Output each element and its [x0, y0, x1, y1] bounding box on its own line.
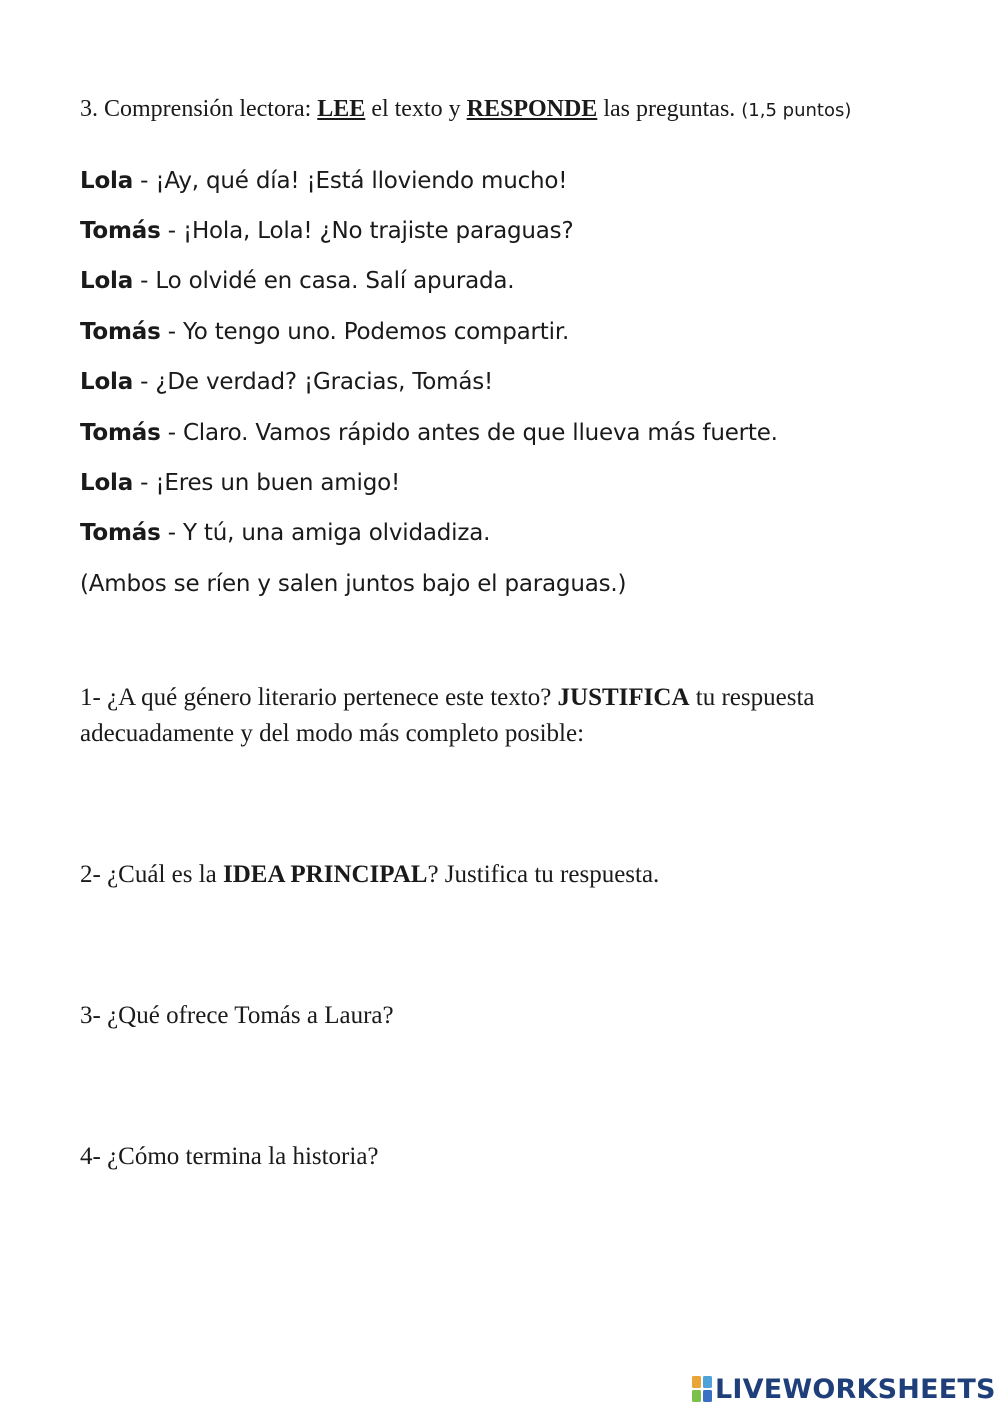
dialogue-text: - Lo olvidé en casa. Salí apurada. [133, 268, 515, 294]
dialogue-text: - Y tú, una amiga olvidadiza. [160, 520, 491, 546]
question-1-suffix: tu respuesta adecuadamente y del modo más completo posible: [80, 684, 815, 747]
heading-lee: LEE [317, 96, 366, 122]
question-3: 3- ¿Qué ofrece Tomás a Laura? [80, 1002, 394, 1029]
heading-points: (1,5 puntos) [741, 100, 852, 121]
question-2-suffix: ? Justifica tu respuesta. [427, 861, 660, 888]
dialogue-text: - Claro. Vamos rápido antes de que llueva más fuerte. [160, 420, 778, 446]
question-2 [80, 857, 900, 893]
speaker-name: Tomás [80, 218, 161, 244]
question-1-bold: JUSTIFICA [557, 684, 690, 711]
liveworksheets-logo-icon [692, 1376, 712, 1402]
dialogue-line [80, 369, 493, 395]
speaker-name: Tomás [80, 319, 161, 345]
speaker-name: Lola [80, 369, 134, 395]
dialogue-line [80, 268, 514, 294]
question-2-bold: IDEA PRINCIPAL [223, 861, 428, 888]
question-1 [80, 680, 900, 752]
dialogue-text: - ¡Ay, qué día! ¡Está lloviendo mucho! [133, 168, 568, 194]
heading-responde: RESPONDE [466, 96, 598, 122]
dialogue-line [80, 420, 778, 446]
dialogue-text: - Yo tengo uno. Podemos compartir. [160, 319, 570, 345]
speaker-name: Tomás [80, 520, 161, 546]
question-1-prefix: 1- ¿A qué género literario pertenece este texto? [80, 684, 558, 711]
question-4: 4- ¿Cómo termina la historia? [80, 1143, 379, 1170]
dialogue-line [80, 168, 567, 194]
dialogue-text: - ¡Hola, Lola! ¿No trajiste paraguas? [160, 218, 574, 244]
dialogue-line [80, 319, 569, 345]
liveworksheets-logo-text: LIVEWORKSHEETS [715, 1373, 996, 1405]
dialogue-line [80, 218, 573, 244]
dialogue-text: - ¡Eres un buen amigo! [133, 470, 400, 496]
heading-middle: el texto y [365, 96, 467, 122]
speaker-name: Lola [80, 268, 134, 294]
stage-direction: (Ambos se ríen y salen juntos bajo el paraguas.) [80, 571, 627, 597]
question-2-prefix: 2- ¿Cuál es la [80, 861, 224, 888]
heading-end: las preguntas. [597, 96, 736, 122]
speaker-name: Tomás [80, 420, 161, 446]
speaker-name: Lola [80, 470, 134, 496]
dialogue-line [80, 520, 490, 546]
liveworksheets-logo [692, 1374, 996, 1404]
speaker-name: Lola [80, 168, 134, 194]
dialogue-line [80, 470, 400, 496]
dialogue-text: - ¿De verdad? ¡Gracias, Tomás! [133, 369, 494, 395]
section-heading [80, 96, 851, 123]
heading-number: 3. Comprensión lectora: [80, 96, 318, 122]
